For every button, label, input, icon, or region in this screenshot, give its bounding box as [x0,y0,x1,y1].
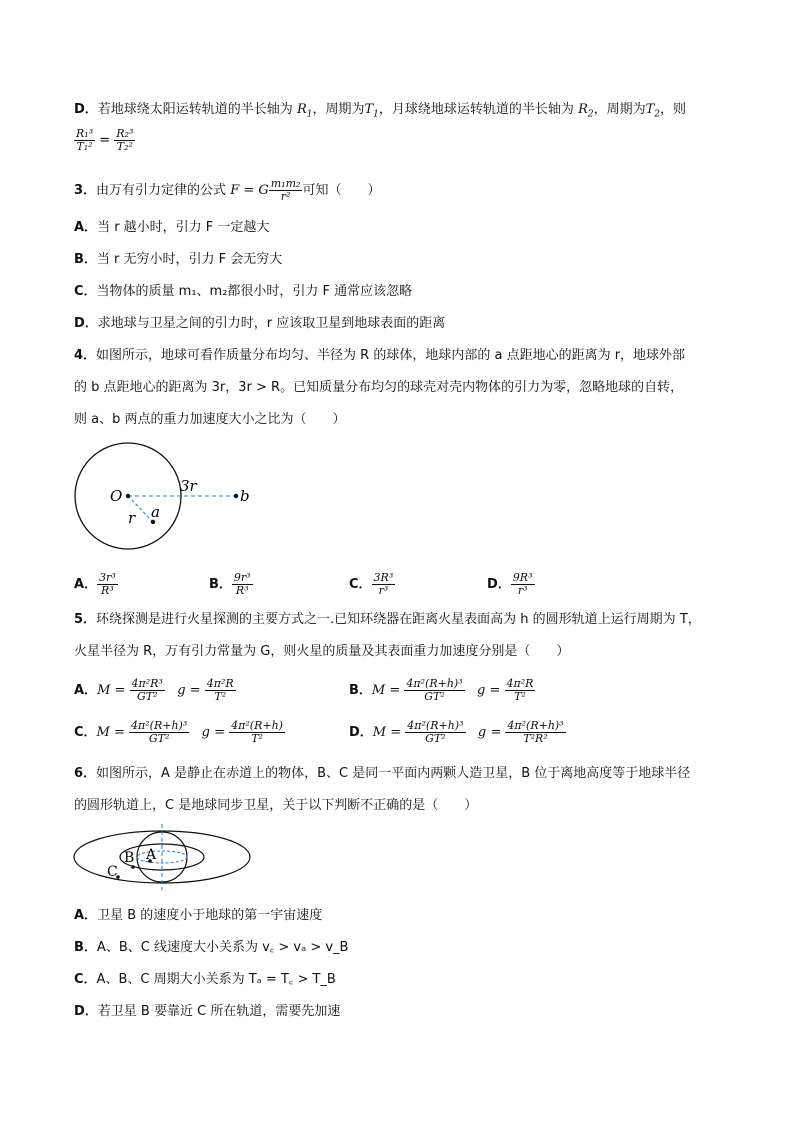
q2-text-1: 若地球绕太阳运转轨道的半长轴为 [97,102,293,117]
q2-text-5: ，则 [660,102,687,117]
q2-option-d-label: D． [74,102,98,117]
q5-stem-line-2: 火星半径为 R，万有引力常量为 G，则火星的质量及其表面重力加速度分别是（ ） [74,644,570,659]
label-a-obj: A [146,847,157,863]
q2-r2: $R_2$ [578,102,594,120]
q2-eq-lhs: $\frac{\text{R₁³}}{\text{T₁²}}$ [76,127,94,153]
label-b: b [240,487,250,505]
label-b-sat: B [124,850,135,866]
q4-stem-line-2: 的 b 点距地心的距离为 3r，3r > R。已知质量分布均匀的球壳对壳内物体的引力为零，忽略地球的自转， [74,380,684,395]
q6-option-b: B．A、B、C 线速度大小关系为 v꜀ > vₐ > v_B [74,940,349,955]
q5-option-a: A．M = $\frac{\text{4π²R³}}{\text{GT²}}$ g = $\frac{\text{4π²R}}{\text{T²}}$ [74,677,234,703]
q3-option-d: D．求地球与卫星之间的引力时，r 应该取卫星到地球表面的距离 [74,316,446,331]
label-3r: 3r [180,477,197,495]
point-b [234,494,238,498]
q2-r1: $R_1$ [296,102,313,120]
q2-text-2: ，周期为 [312,102,365,117]
q6-stem-line-2: 的圆形轨道上，C 是地球同步卫星，关于以下判断不正确的是（ ） [74,798,478,813]
q3-stem-2: 可知（ ） [302,183,381,198]
q5-option-c: C．M = $\frac{\text{4π²(R+h)³}}{\text{GT²}}$ g = $\frac{\text{4π²(R+h)}}{\text{T²}}$ [74,719,283,745]
q4-option-d: D． $\frac{\text{9R³}}{\text{r³}}$ [487,571,533,597]
q4-stem-line-3: 则 a、b 两点的重力加速度大小之比为（ ） [74,412,346,427]
q4-earth-figure [70,440,270,560]
label-r: r [128,509,136,527]
q6-option-c: C．A、B、C 周期大小关系为 Tₐ = T꜀ > T_B [74,972,336,987]
q2-text-3: ，月球绕地球运转轨道的半长轴为 [378,102,574,117]
label-a: a [151,503,160,521]
q5-option-b: B．M = $\frac{\text{4π²(R+h)³}}{\text{GT²}}$ g = $\frac{\text{4π²R}}{\text{T²}}$ [349,677,534,703]
q2-eq-rhs: $\frac{\text{R₂³}}{\text{T₂²}}$ [116,127,134,153]
q2-option-d [74,100,686,125]
q3-number: 3． [74,183,97,198]
q3-stem-1: 由万有引力定律的公式 [96,183,227,198]
q2-text-4: ，周期为 [593,102,646,117]
q3-formula-frac: $\frac{\text{m₁m₂}}{\text{r²}}$ [270,177,301,203]
q3-option-a: A．当 r 越小时，引力 F 一定越大 [74,220,270,235]
center-point-o [126,494,130,498]
q3-option-b: B．当 r 无穷小时，引力 F 会无穷大 [74,252,283,267]
q3-option-c: C．当物体的质量 m₁、m₂都很小时，引力 F 通常应该忽略 [74,284,413,299]
q2-t1: $T_1$ [364,102,379,120]
q4-stem-line-1: 4．如图所示，地球可看作质量分布均匀、半径为 R 的球体，地球内部的 a 点距地心的距离为 r，地球外部 [74,348,686,363]
q3-stem [74,178,380,203]
q3-formula-lhs: F = G [230,183,269,198]
q4-option-a: A． $\frac{\text{3r³}}{\text{R³}}$ [74,571,116,597]
q4-option-c: C． $\frac{\text{3R³}}{\text{r³}}$ [349,571,394,597]
q4-option-b: B． $\frac{\text{9r³}}{\text{R³}}$ [209,571,251,597]
q2-equation [74,128,135,153]
label-c-sat: C [107,864,118,880]
q6-option-d: D．若卫星 B 要靠近 C 所在轨道，需要先加速 [74,1004,341,1019]
q2-eq-sign: = [99,133,111,148]
q5-stem-line-1: 5．环绕探测是进行火星探测的主要方式之一.已知环绕器在距离火星表面高为 h 的圆形轨道上运行周期为 T， [74,612,701,627]
q6-stem-line-1: 6．如图所示，A 是静止在赤道上的物体，B、C 是同一平面内两颗人造卫星，B 位于离地高度等于地球半径 [74,766,691,781]
q2-t2: $T_2$ [645,102,661,120]
label-o: O [110,487,123,505]
q6-orbit-figure [70,822,254,892]
q6-option-a: A．卫星 B 的速度小于地球的第一宇宙速度 [74,908,323,923]
q5-option-d: D．M = $\frac{\text{4π²(R+h)³}}{\text{GT²}}$ g = $\frac{\text{4π²(R+h)³}}{\text{T²R²}}$ [349,719,564,745]
